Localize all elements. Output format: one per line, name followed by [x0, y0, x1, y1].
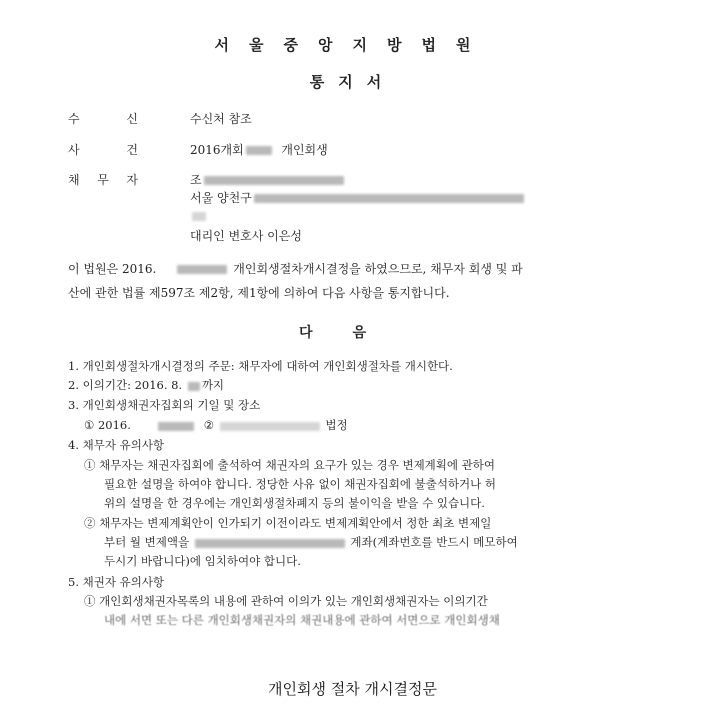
- redacted-meeting-place: [220, 422, 320, 431]
- debtor-label: 채 무 자: [68, 173, 138, 187]
- item-1: 1. 개인회생절차개시결정의 주문: 채무자에 대하여 개인회생절차를 개시한다.: [68, 359, 453, 373]
- redacted-day: [188, 382, 200, 391]
- redacted-date: [177, 265, 227, 274]
- redacted-account: [195, 539, 345, 548]
- image-caption: 개인회생 절차 개시결정문: [268, 680, 437, 698]
- debtor-info: 조 서울 양천구 대리인 변호사 이은성: [190, 171, 590, 245]
- intro-paragraph: 이 법원은 2016. 개인회생절차개시결정을 하였으므로, 채무자 회생 및 파 산에 관한 법률 제597조 제2항, 제1항에 의하여 다음 사항을 통지합니다.: [68, 262, 523, 300]
- redacted-debtor-name: [204, 176, 344, 185]
- notice-title: 통지서: [309, 73, 396, 91]
- redacted-case-number: [246, 146, 272, 155]
- case-value: 2016개회 개인회생: [190, 143, 328, 157]
- court-name: 서울중앙지방법원: [214, 36, 491, 54]
- item-4-2-line3: 두시기 바랍니다)에 임치하여야 합니다.: [104, 554, 301, 568]
- item-5: 5. 채권자 유의사항: [68, 575, 165, 589]
- item-3-detail: ① 2016. ② 법정: [84, 418, 348, 432]
- item-4-2-line1: ② 채무자는 변제계획안이 인가되기 이전이라도 변제계획안에서 정한 최초 변제일: [84, 516, 492, 530]
- recipient-label: 수 신: [68, 112, 138, 126]
- item-4-1-line1: ① 채무자는 채권자집회에 출석하여 채권자의 요구가 있는 경우 변제계획에 관하여: [84, 458, 495, 472]
- item-5-1-line2: 내에 서면 또는 다른 개인회생채권자의 채권내용에 관하여 서면으로 개인회생채: [104, 613, 500, 627]
- redacted-address: [254, 194, 524, 203]
- item-3: 3. 개인회생채권자집회의 기일 및 장소: [68, 398, 261, 412]
- item-2: 2. 이의기간: 2016. 8. 까지: [68, 378, 225, 392]
- debtor-attorney: 대리인 변호사 이은성: [190, 229, 302, 243]
- redacted-address-continued: [192, 212, 206, 221]
- item-4-1-line2: 필요한 설명을 하여야 합니다. 정당한 사유 없이 채권자집회에 불출석하거나 허: [104, 477, 497, 491]
- recipient-value: 수신처 참조: [190, 112, 252, 126]
- item-4-1-line3: 위의 설명을 한 경우에는 개인회생절차폐지 등의 불이익을 받을 수 있습니다.: [104, 496, 485, 510]
- case-label: 사 건: [68, 143, 138, 157]
- section-heading: 다음: [298, 325, 407, 341]
- item-5-1-line1: ① 개인회생채권자목록의 내용에 관하여 이의가 있는 개인회생채권자는 이의기간: [84, 594, 488, 608]
- item-4-2-line2: 부터 월 변제액을 계좌(계좌번호를 반드시 메모하여: [104, 535, 518, 549]
- item-4: 4. 채무자 유의사항: [68, 438, 165, 452]
- redacted-meeting-date: [158, 422, 194, 431]
